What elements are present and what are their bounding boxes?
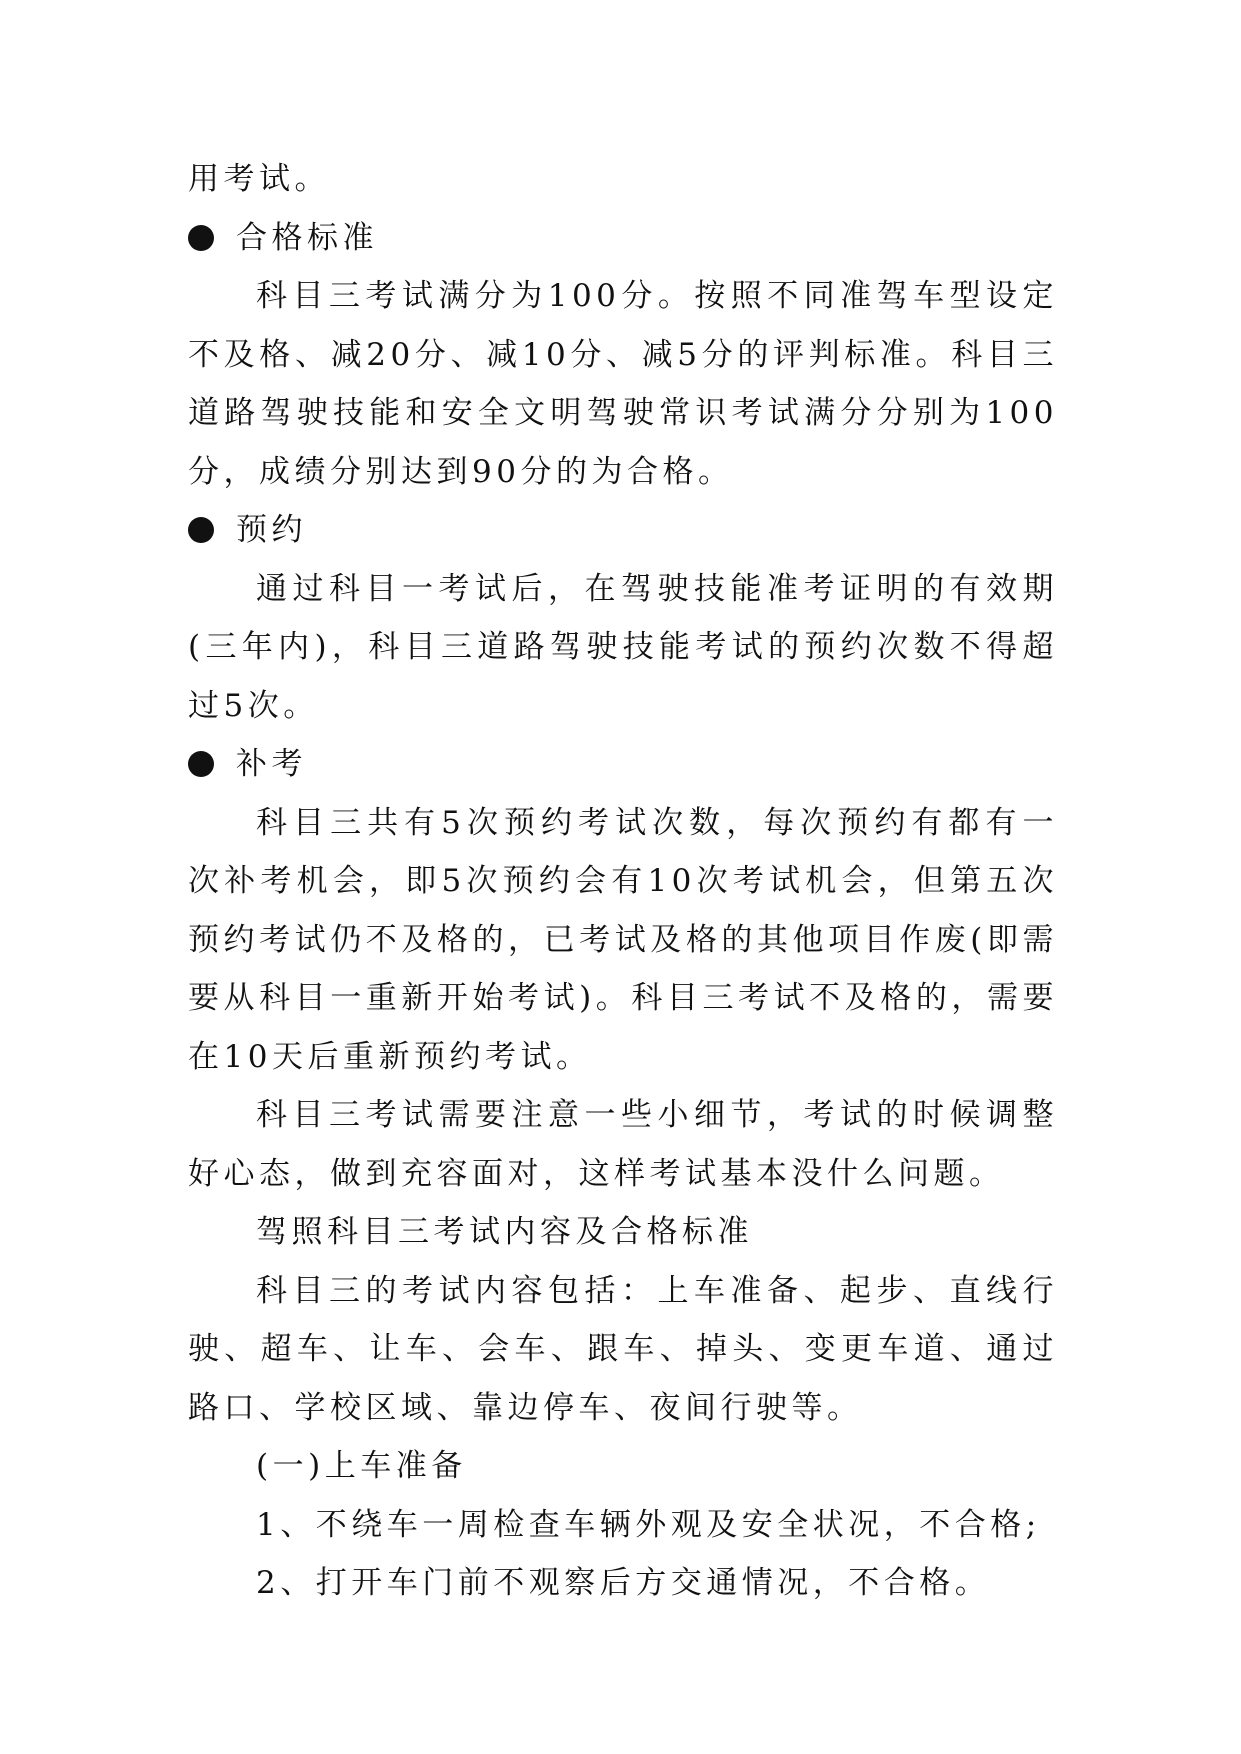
paragraph-exam-end: 用考试。: [188, 161, 330, 197]
heading-text: 补考: [236, 746, 307, 782]
heading-text: 合格标准: [236, 219, 378, 256]
section-heading-passing-standard: [188, 209, 1058, 268]
paragraph-exam-content: 科目三的考试内容包括：上车准备、起步、直线行驶、超车、让车、会车、跟车、掉头、变更车道、通过路口、学校区域、靠边停车、夜间行驶等。: [188, 1272, 1058, 1426]
bullet-icon: [188, 225, 214, 251]
paragraph-section-one: (一)上车准备: [256, 1448, 467, 1484]
heading-text: 预约: [236, 512, 307, 548]
document-body: [188, 150, 1058, 1613]
paragraph-advice: 科目三考试需要注意一些小细节，考试的时候调整好心态，做到充容面对，这样考试基本没什么问题。: [188, 1097, 1058, 1192]
paragraph-item-2: 2、打开车门前不观察后方交通情况，不合格。: [256, 1565, 991, 1601]
paragraph-retake: 科目三共有5次预约考试次数，每次预约有都有一次补考机会，即5次预约会有10次考试机会，但第五次预约考试仍不及格的，已考试及格的其他项目作废(即需要从科目一重新开始考试)。科目三考试不及格的，需要在10天后重新预约考试。: [188, 804, 1058, 1075]
paragraph-subtitle: 驾照科目三考试内容及合格标准: [256, 1214, 753, 1250]
paragraph-scoring: 科目三考试满分为100分。按照不同准驾车型设定不及格、减20分、减10分、减5分的评判标准。科目三道路驾驶技能和安全文明驾驶常识考试满分分别为100分，成绩分别达到90分的为合格。: [188, 278, 1058, 490]
paragraph-appointment: 通过科目一考试后，在驾驶技能准考证明的有效期(三年内)，科目三道路驾驶技能考试的预约次数不得超过5次。: [188, 570, 1058, 724]
paragraph-item-1: 1、不绕车一周检查车辆外观及安全状况，不合格;: [256, 1506, 1041, 1543]
bullet-icon: [188, 751, 214, 777]
bullet-icon: [188, 517, 214, 543]
section-heading-retake: [188, 735, 1058, 794]
section-heading-appointment: [188, 501, 1058, 560]
